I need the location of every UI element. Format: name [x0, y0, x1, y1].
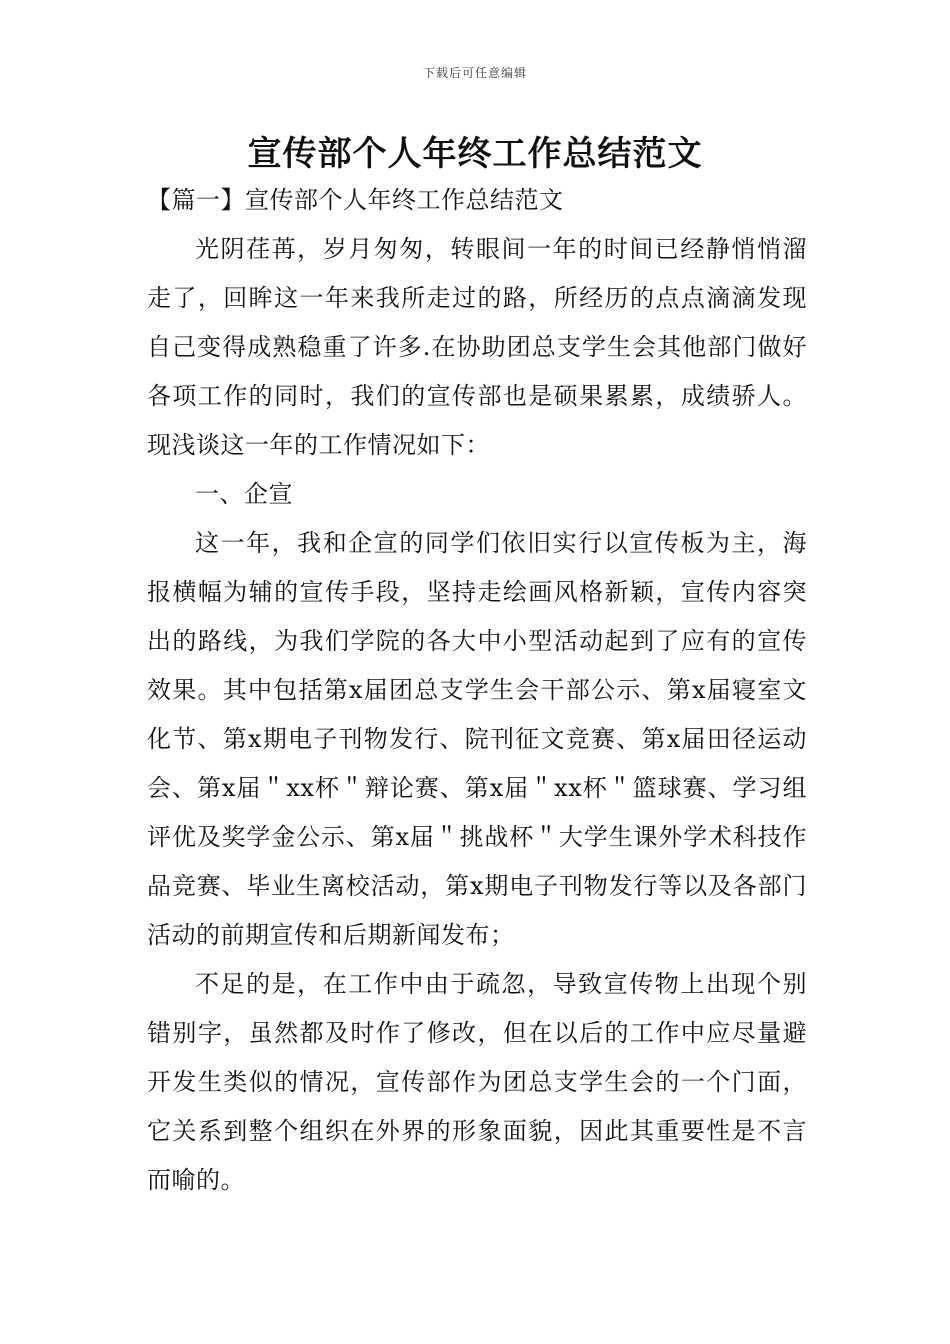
section-heading: 【篇一】宣传部个人年终工作总结范文	[147, 186, 564, 214]
list-heading-qixuan: 一、企宣	[195, 480, 293, 508]
document-title: 宣传部个人年终工作总结范文	[247, 134, 703, 174]
document-body	[147, 176, 807, 1205]
header-note: 下载后可任意编辑	[422, 66, 527, 80]
paragraph-shortcomings: 不足的是，在工作中由于疏忽，导致宣传物上出现个别错别字，虽然都及时作了修改，但在以后的工作中应尽量避开发生类似的情况，宣传部作为团总支学生会的一个门面，它关系到整个组织在外界的形象面貌，因此其重要性是不言而喻的。	[147, 970, 807, 1194]
paragraph-qixuan-work: 这一年，我和企宣的同学们依旧实行以宣传板为主，海报横幅为辅的宣传手段，坚持走绘画风格新颖，宣传内容突出的路线，为我们学院的各大中小型活动起到了应有的宣传效果。其中包括第x届团总支学生会干部公示、第x届寝室文化节、第x期电子刊物发行、院刊征文竞赛、第x届田径运动会、第x届＂xx杯＂辩论赛、第x届＂xx杯＂篮球赛、学习组评优及奖学金公示、第x届＂挑战杯＂大学生课外学术科技作品竞赛、毕业生离校活动，第x期电子刊物发行等以及各部门活动的前期宣传和后期新闻发布；	[147, 529, 807, 949]
paragraph-intro: 光阴荏苒，岁月匆匆，转眼间一年的时间已经静悄悄溜走了，回眸这一年来我所走过的路，所经历的点点滴滴发现自己变得成熟稳重了许多.在协助团总支学生会其他部门做好各项工作的同时，我们的宣传部也是硕果累累，成绩骄人。现浅谈这一年的工作情况如下：	[147, 235, 807, 459]
